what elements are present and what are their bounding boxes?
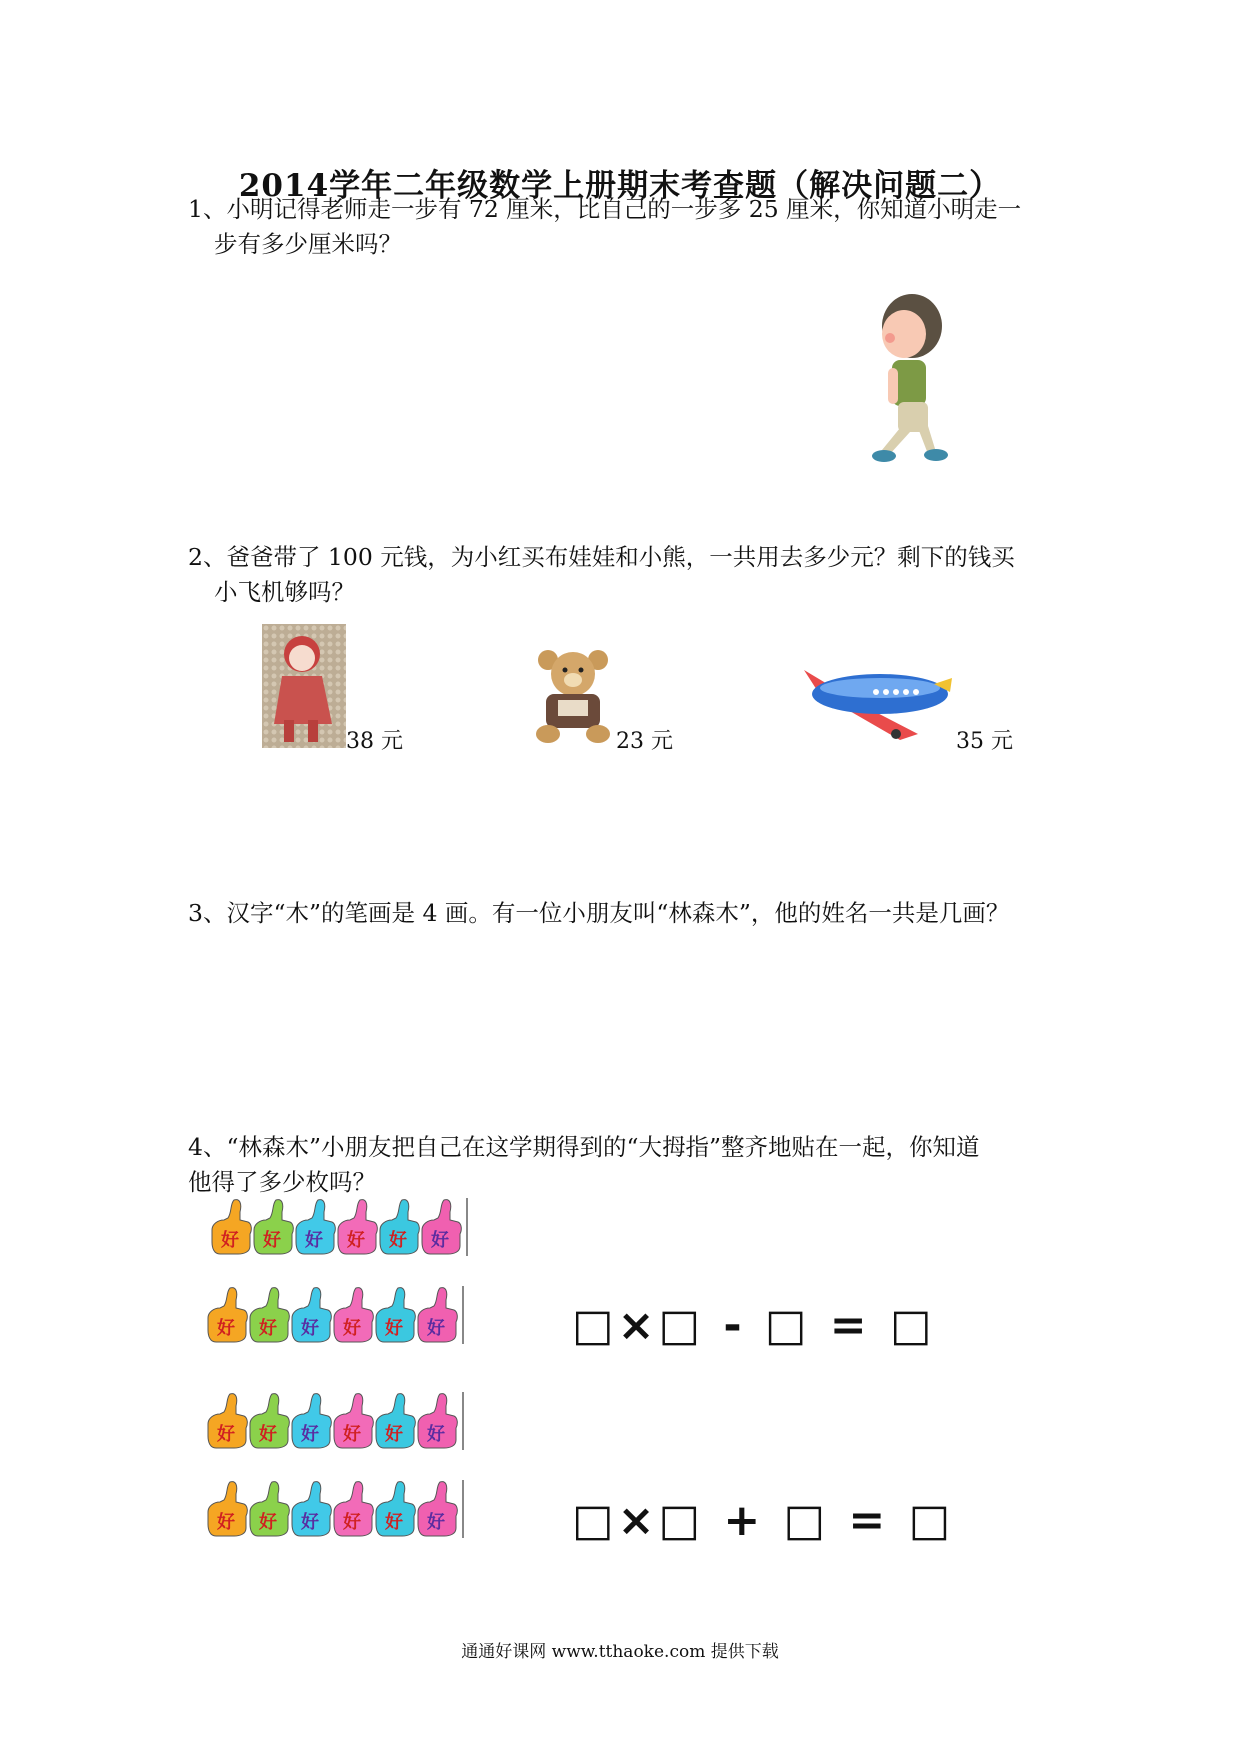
thumbs-up-label: 好 [343,1318,361,1339]
question-2 [188,540,1068,610]
thumb-row [210,1196,468,1256]
thumbs-up-label: 好 [305,1230,323,1251]
question-4-line1: 4、“林森木”小朋友把自己在这学期得到的“大拇指”整齐地贴在一起，你知道 [188,1133,980,1161]
thumb-row [206,1390,464,1450]
thumbs-up-icon [248,1390,292,1450]
thumbs-up-icon [416,1478,460,1538]
thumbs-up-label: 好 [385,1512,403,1533]
thumbs-up-icon [378,1196,422,1256]
thumbs-up-label: 好 [301,1318,319,1339]
question-1-line1: 1、小明记得老师走一步有 72 厘米，比自己的一步多 25 厘米，你知道小明走一 [188,195,1022,223]
question-3-line1: 3、汉字“木”的笔画是 4 画。有一位小朋友叫“林森木”，他的姓名一共是几画？ [188,899,1010,927]
thumbs-up-icon [294,1196,338,1256]
thumbs-up-icon [290,1478,334,1538]
thumbs-up-icon [332,1478,376,1538]
question-1-line2: 步有多少厘米吗？ [214,230,402,258]
thumbs-up-icon [332,1390,376,1450]
thumbs-up-label: 好 [217,1318,235,1339]
thumbs-up-icon [206,1284,250,1344]
toy-airplane-image [800,652,956,742]
thumbs-up-icon [336,1196,380,1256]
thumbs-up-icon [332,1284,376,1344]
thumbs-up-icon [416,1390,460,1450]
thumbs-up-icon [374,1390,418,1450]
plane-price: 35 元 [956,729,1013,754]
row-divider [466,1198,468,1256]
thumb-row [206,1478,464,1538]
walking-boy-illustration [860,288,960,468]
doll-price: 38 元 [346,729,403,754]
question-1 [188,192,1068,262]
thumbs-up-label: 好 [259,1318,277,1339]
thumbs-up-icon [416,1284,460,1344]
doll-image [262,624,346,748]
thumbs-up-label: 好 [385,1424,403,1445]
page-title: 2014学年二年级数学上册期末考查题（解决问题二） [238,168,1002,204]
thumbs-up-label: 好 [343,1424,361,1445]
thumbs-up-label: 好 [385,1318,403,1339]
thumbs-up-icon [290,1390,334,1450]
thumbs-up-label: 好 [259,1424,277,1445]
thumbs-up-label: 好 [263,1230,281,1251]
thumbs-up-label: 好 [217,1424,235,1445]
thumbs-up-label: 好 [389,1230,407,1251]
thumbs-up-label: 好 [347,1230,365,1251]
question-4 [188,1130,1068,1200]
thumbs-up-label: 好 [221,1230,239,1251]
thumbs-up-label: 好 [427,1318,445,1339]
thumb-row [206,1284,464,1344]
thumbs-up-label: 好 [431,1230,449,1251]
thumbs-up-icon [206,1478,250,1538]
teddy-bear-image [528,646,620,744]
thumbs-up-label: 好 [259,1512,277,1533]
row-divider [462,1480,464,1538]
question-2-line2: 小飞机够吗？ [214,578,355,606]
thumbs-up-label: 好 [301,1512,319,1533]
footer-credit: 通通好课网 www.tthaoke.com 提供下载 [461,1642,779,1662]
question-3 [188,896,1068,931]
thumbs-up-label: 好 [217,1512,235,1533]
row-divider [462,1392,464,1450]
thumbs-up-label: 好 [301,1424,319,1445]
question-2-line1: 2、爸爸带了 100 元钱，为小红买布娃娃和小熊，一共用去多少元？剩下的钱买 [188,543,1015,571]
equation-box-subtract: □×□ - □ = □ [572,1300,936,1351]
thumbs-up-icon [206,1390,250,1450]
thumbs-up-label: 好 [427,1512,445,1533]
thumbs-up-icon [374,1478,418,1538]
thumbs-up-icon [420,1196,464,1256]
thumbs-up-icon [374,1284,418,1344]
question-4-line2: 他得了多少枚吗？ [188,1168,376,1196]
thumbs-up-icon [248,1284,292,1344]
thumbs-up-icon [210,1196,254,1256]
row-divider [462,1286,464,1344]
thumbs-up-icon [248,1478,292,1538]
bear-price: 23 元 [616,729,673,754]
thumbs-up-label: 好 [343,1512,361,1533]
thumbs-up-icon [290,1284,334,1344]
thumbs-up-label: 好 [427,1424,445,1445]
thumbs-up-icon [252,1196,296,1256]
equation-box-add: □×□ + □ = □ [572,1495,955,1546]
